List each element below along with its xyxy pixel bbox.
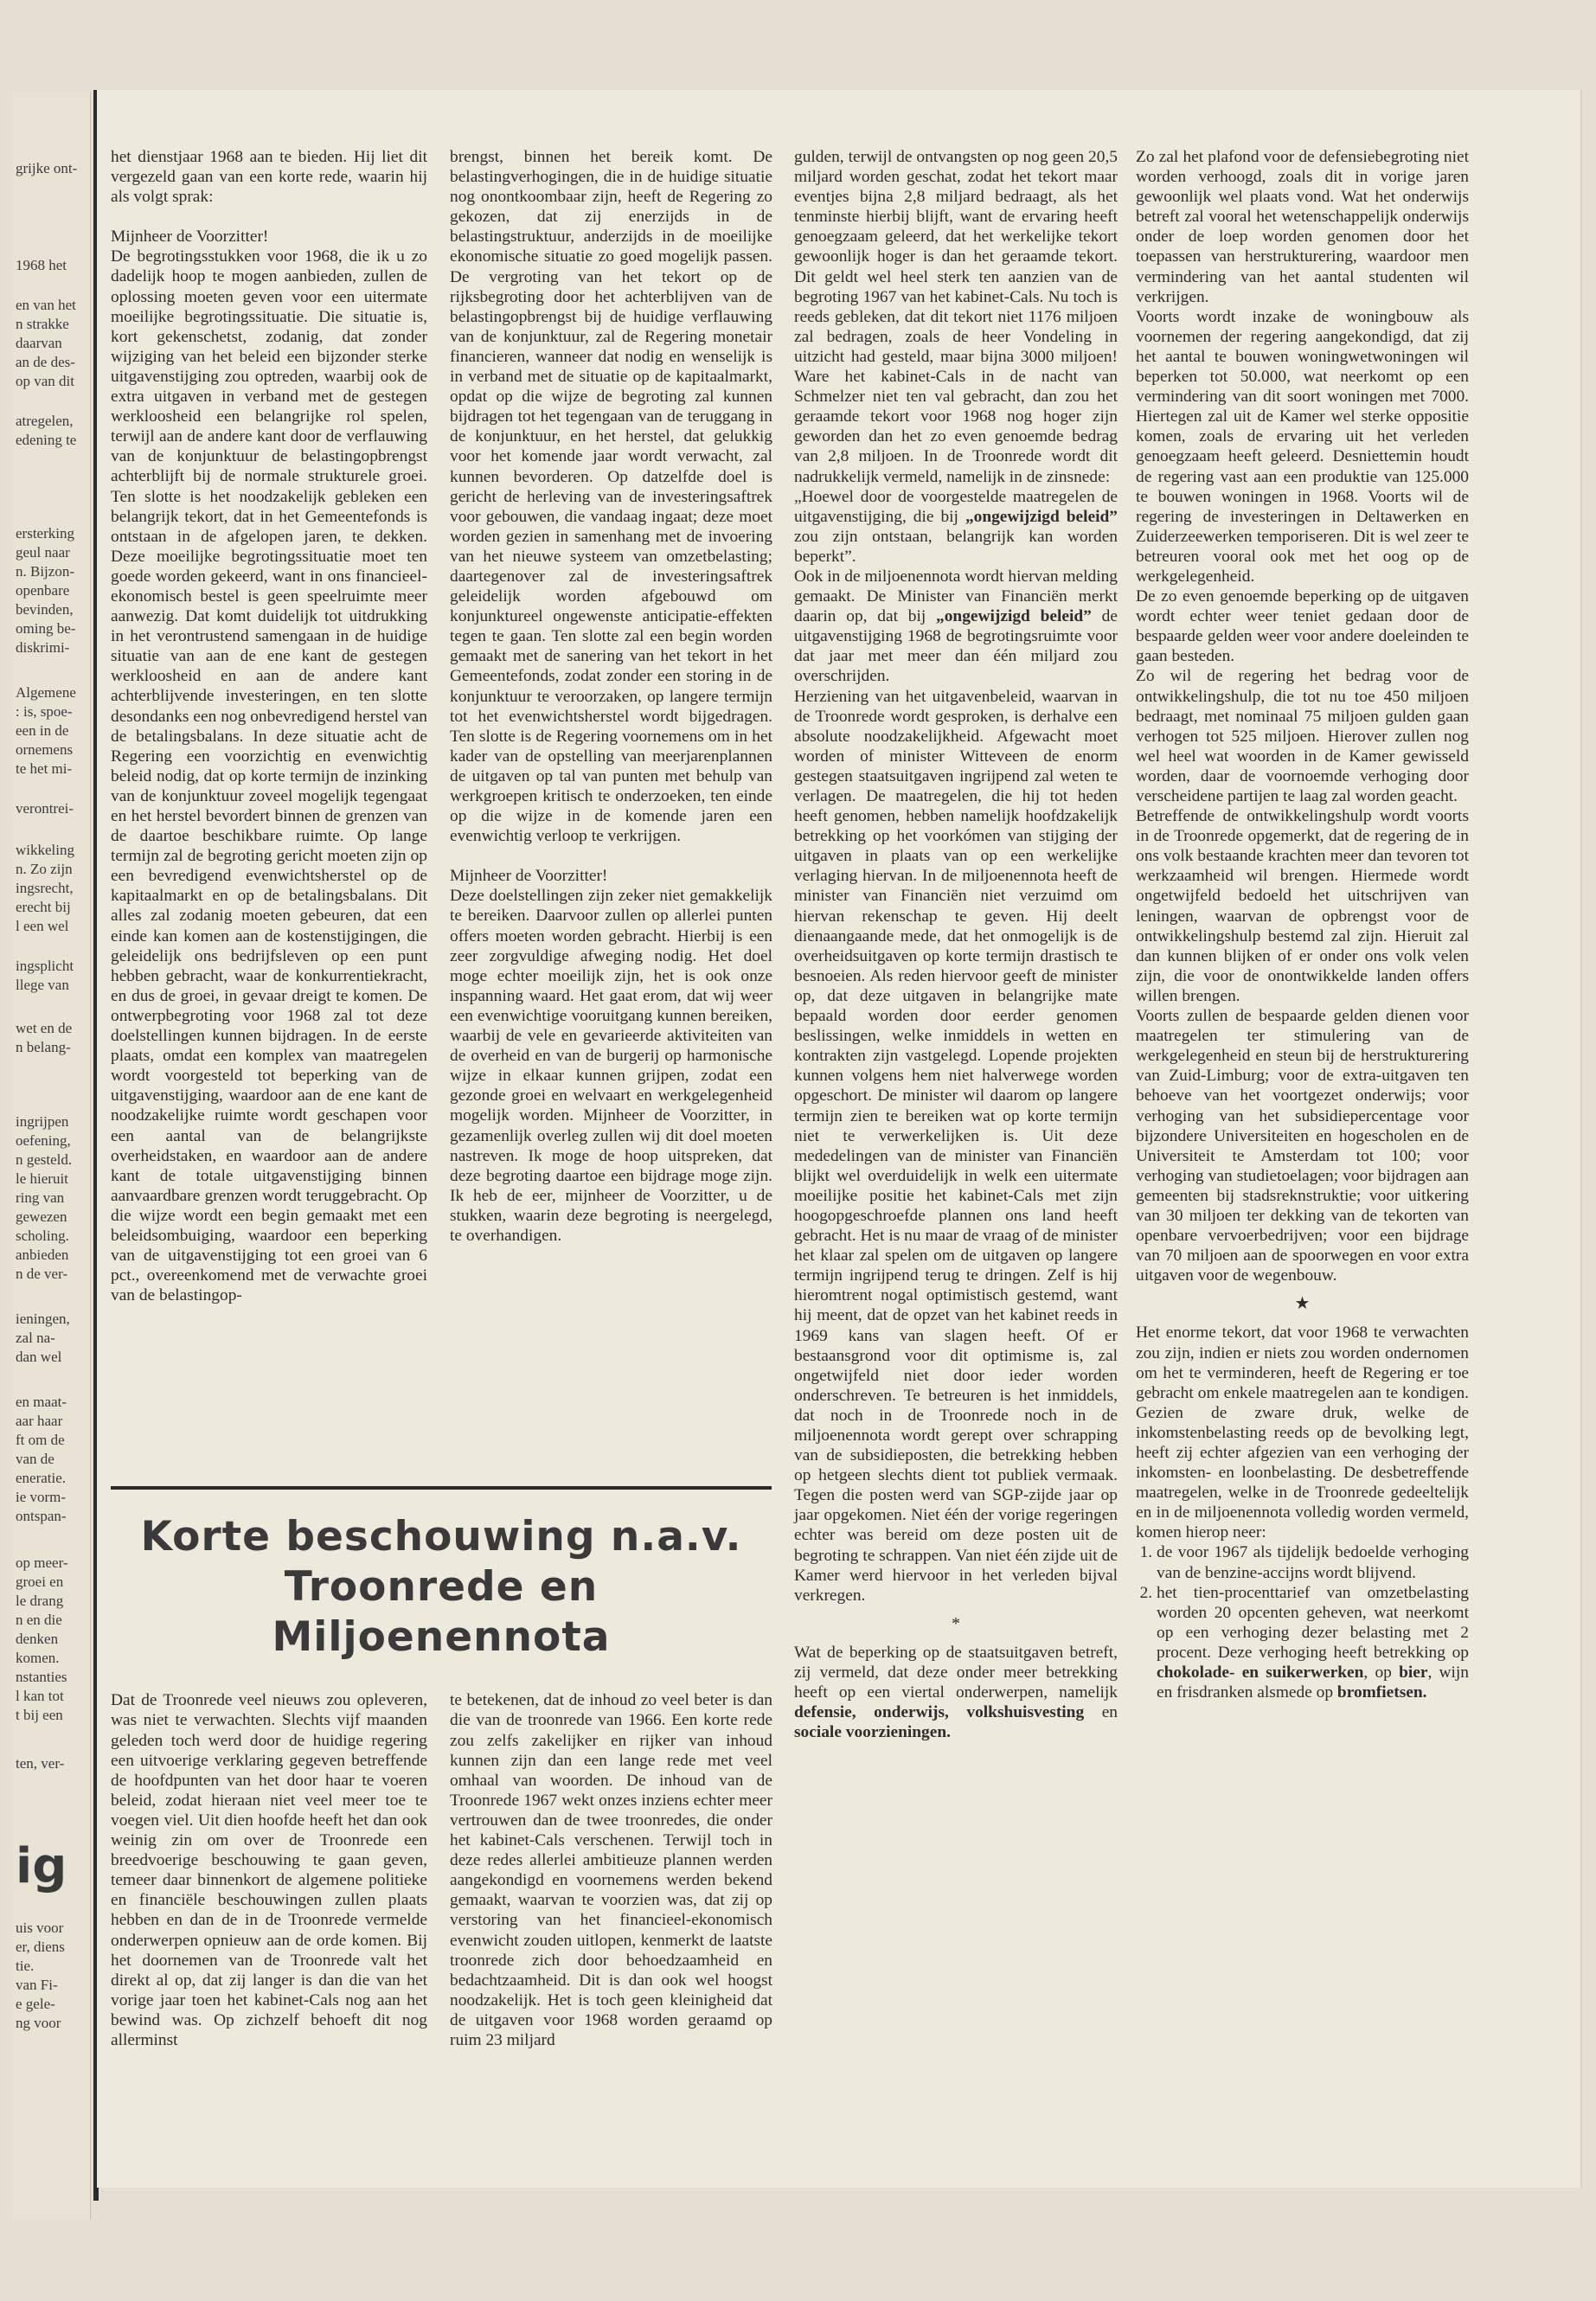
article-text: Betreffende de ontwikkelingshulp wordt voorts in de Troonrede opgemerkt, dat de regering de in ons volk bestaande krachten meer dan tevoren tot werkzaamheid wil brengen. Hiermede wordt ongetwijfeld bedoeld het uitschrijven van leningen, waarvan de opbrengst voor de ontwikkelingshulp bestemd zal zijn. Hieruit zal dan kunnen blijken of er onder ons volk velen zijn, die voor de onontwikkelde landen offers willen brengen.	[1136, 807, 1469, 1005]
adjacent-page-fragment: bevinden,	[16, 601, 74, 618]
adjacent-page-fragment: oefening,	[16, 1132, 71, 1149]
adjacent-page-fragment: te het mi-	[16, 760, 73, 777]
adjacent-page-fragment: ie vorm-	[16, 1489, 67, 1505]
adjacent-page-fragment: komen.	[16, 1650, 60, 1666]
adjacent-page-fragment: eneratie.	[16, 1470, 67, 1486]
adjacent-page-fragment: van Fi-	[16, 1977, 58, 1993]
adjacent-page-fragment: le hieruit	[16, 1170, 68, 1187]
article-text: Ook in de miljoenennota wordt hiervan melding gemaakt. De Minister van Financiën merkt daarin op, dat bij „ongewijzigd beleid” de uitgavenstijging 1968 de begrotingsruimte voor dat jaar met meer dan één miljard zou overschrijden.	[794, 567, 1118, 686]
quote: „Hoewel door de voorgestelde maatregelen de uitgavenstijging, die bij „ongewijzigd beleid” zou zijn ontstaan, belangrijk kan worden beperkt”.	[794, 487, 1118, 566]
adjacent-page-fragment: n. Bijzon-	[16, 563, 74, 580]
adjacent-page-fragment: diskrimi-	[16, 639, 70, 656]
article-column-2	[450, 1674, 772, 2067]
article-text: Wat de beperking op de staatsuitgaven betreft, zij vermeld, dat deze onder meer betrekking heeft op een viertal onderwerpen, namelijk defensie, onderwijs, volkshuisvesting en sociale voorzieningen.	[794, 1643, 1118, 1742]
adjacent-page-fragment: grijke ont-	[16, 160, 78, 176]
adjacent-page-fragment: n en die	[16, 1612, 62, 1628]
adjacent-page-fragment: l een wel	[16, 918, 69, 934]
adjacent-page-fragment: ten, ver-	[16, 1755, 65, 1772]
adjacent-page-fragment: gewezen	[16, 1208, 67, 1225]
speech-text: Deze doelstellingen zijn zeker niet gemakkelijk te bereiken. Daarvoor zullen op allerlei punten offers moeten worden gebracht. Hierbij is een zeer zorgvuldige afweging nodig. Het doel moge echter moeilijk zijn, het is ook onze inspanning waard. Het gaat erom, dat wij weer een evenwichtige vooruitgang kunnen bereiken, waarbij de vele en gevarieerde aktiviteiten van de overheid en van de burgerij op harmonische wijze in elkaar kunnen grijpen, zodat een gezonde groei en welvaart en werkgelegenheid mogelijk worden. Mijnheer de Voorzitter, in gezamenlijk overleg zullen wij dit doel moeten nastreven. Ik moge de hoop uitspreken, dat deze begroting daartoe een bijdrage moge zijn. Ik heb de eer, mijnheer de Voorzitter, u de stukken, waarin deze begroting is neergelegd, te overhandigen.	[450, 887, 772, 1245]
adjacent-page-fragment: groei en	[16, 1574, 64, 1590]
adjacent-page-fragment: nstanties	[16, 1669, 67, 1685]
column-4	[1136, 147, 1469, 1702]
adjacent-page-fragment: edening te	[16, 432, 77, 448]
section-divider-icon: ★	[1294, 1294, 1311, 1314]
adjacent-page-fragment: tie.	[16, 1958, 35, 1974]
adjacent-page-fragment: openbare	[16, 582, 70, 599]
article-headline	[111, 1512, 772, 1663]
adjacent-page-fragment: ieningen,	[16, 1311, 70, 1327]
article-text: Het enorme tekort, dat voor 1968 te verwachten zou zijn, indien er niets zou worden ondernomen om het te verminderen, heeft de Regering er toe gebracht om enkele maatregelen aan te kondigen. Gezien de zware druk, welke de inkomstenbelasting reeds op de bevolking legt, heeft zij echter afgezien van een verhoging der inkomsten- en loonbelasting. De desbetreffende maatregelen, welke in de Troonrede gedeeltelijk en in de miljoenennota volledig worden vermeld, komen hierop neer:	[1136, 1324, 1469, 1542]
adjacent-page-fragment: t bij een	[16, 1707, 63, 1723]
adjacent-page-fragment: ersterking	[16, 525, 74, 542]
adjacent-page-fragment: ft om de	[16, 1432, 65, 1448]
column-1	[111, 147, 427, 1305]
adjacent-page-fragment: ornemens	[16, 741, 74, 758]
salutation: Mijnheer de Voorzitter!	[111, 228, 269, 247]
article-text: De zo even genoemde beperking op de uitgaven wordt echter weer teniet gedaan door de bespaarde gelden weer voor andere doeleinden te gaan besteden.	[1136, 587, 1469, 666]
adjacent-page-fragment: ring van	[16, 1189, 65, 1206]
adjacent-page-fragment: 1968 het	[16, 257, 67, 273]
adjacent-page-fragment: scholing.	[16, 1227, 69, 1244]
adjacent-page-fragment: en maat-	[16, 1394, 67, 1410]
adjacent-page-fragment: l kan tot	[16, 1688, 64, 1704]
adjacent-page-fragment: uis voor	[16, 1920, 64, 1936]
article-text: Dat de Troonrede veel nieuws zou opleveren, was niet te verwachten. Slechts vijf maanden geleden toch werd door de huidige regering een uitvoerige verklaring gegeven betreffende de hoofdpunten van het door haar te voeren beleid, zodat hieraan niet veel meer toe te voegen viel. Uit dien hoofde heeft het dan ook weinig zin om over de Troonrede een breedvoerige beschouwing te gaan geven, temeer daar binnenkort de algemene politieke en financiële beschouwingen zullen plaats hebben en dan de in de Troonrede vermelde onderwerpen opnieuw aan de orde komen. Bij het doornemen van de Troonrede valt het direkt al op, dat zij langer is dan die van het vorige jaar toen het kabinet-Cals nog aan het bewind was. Op zichzelf behoeft dit nog allerminst	[111, 1691, 427, 2049]
headline-line: Troonrede en	[284, 1563, 599, 1611]
adjacent-page-fragment: een in de	[16, 722, 69, 739]
adjacent-page-fragment: er, diens	[16, 1939, 65, 1955]
headline-line: Miljoenennota	[272, 1613, 611, 1661]
adjacent-page-fragment: verontrei-	[16, 800, 74, 817]
adjacent-page-fragment: Algemene	[16, 684, 76, 701]
article-text: te betekenen, dat de inhoud zo veel beter is dan die van de troonrede van 1966. Een korte rede zou zelfs zakelijker en rijker van inhoud kunnen zijn dan een lange rede met veel omhaal van woorden. De inhoud van de Troonrede 1967 wekt onzes inziens echter meer vertrouwen dan de twee troonredes, die onder het kabinet-Cals verschenen. Terwijl toch in deze redes allerlei ambitieuze plannen werden aangekondigd en voornemens werden bekend gemaakt, waarvan te voorzien was, dat zij op verstoring van het financieel-ekonomisch evenwicht zouden uitlopen, kenmerkt de laatste troonrede zich door behoedzaamheid en bedachtzaamheid. Dit is dan ook wel hoogst noodzakelijk. Het is toch geen kleinigheid dat de uitgaven voor 1968 worden geraamd op ruim 23 miljard	[450, 1691, 772, 2049]
article-text: Voorts wordt inzake de woningbouw als voornemen der regering aangekondigd, dat zij het aantal te bouwen woningwetwoningen wil beperken tot 50.000, wat neerkomt op een vermindering van dit soort woningen met 7000. Hiertegen zal uit de Kamer wel sterke oppositie komen, zoals de ervaring uit het verleden genoegzaam heeft geleerd. Desniettemin houdt de regering vast aan een produktie van 125.000 te bouwen woningen in 1968. Voorts wil de regering de investeringen in Deltawerken en Zuiderzeewerken temporiseren. Dit is wel zeer te betreuren vooral ook met het oog op de werkgelegenheid.	[1136, 307, 1469, 586]
adjacent-page-fragment: op meer-	[16, 1554, 68, 1571]
list-item: 2. het tien-procenttarief van omzetbelasting worden 20 opcenten geheven, wat neerkomt op een verhoging dezer belasting met 2 procent. Deze verhoging heeft betrekking op chokolade- en suikerwerken, op bier, wijn en frisdranken alsmede op bromfietsen.	[1157, 1583, 1469, 1703]
adjacent-page-fragment: llege van	[16, 977, 69, 993]
article-text: Zo zal het plafond voor de defensiebegroting niet worden verhoogd, zoals dit in vorige jaren gewoonlijk wel plaats vond. Wat het onderwijs betreft zal vooral het wetenschappelijk onderwijs onder de loep worden genomen door het toepassen van herstrukturering, waardoor men vermindering van het aantal studenten wil verkrijgen.	[1136, 148, 1469, 306]
adjacent-page-fragment: an de des-	[16, 354, 75, 370]
intro-text: het dienstjaar 1968 aan te bieden. Hij liet dit vergezeld gaan van een korte rede, waarin hij als volgt sprak:	[111, 148, 427, 207]
adjacent-page-fragment: daarvan	[16, 335, 62, 351]
adjacent-page-fragment: n. Zo zijn	[16, 861, 73, 877]
adjacent-page-fragment: ng voor	[16, 2015, 61, 2031]
article-text: Voorts zullen de bespaarde gelden dienen voor maatregelen ter stimulering van de werkgelegenheid en steun bij de herstrukturering van Zuid-Limburg; voor de extra-uitgaven ten behoeve van het voortgezet onderwijs; voor verhoging van het subsidiepercentage voor bijzondere Universiteiten en hogescholen en de Universiteit te Amsterdam tot 100; voor verhoging van studietoelagen; voor bijdragen aan gemeenten bij stadsreknstruktie; voor uitkering van 30 miljoen ter dekking van de tekorten van openbare vervoerbedrijven; voor een bijdrage van 70 miljoen aan de spoorwegen en voor extra uitgaven voor de wegenbouw.	[1136, 1007, 1469, 1285]
adjacent-page-fragment: e gele-	[16, 1996, 55, 2012]
adjacent-page-fragment: ig	[16, 1838, 67, 1894]
adjacent-page-fragment: n de ver-	[16, 1266, 68, 1282]
speech-text: De begrotingsstukken voor 1968, die ik u zo dadelijk hoop te mogen aanbieden, zullen de oplossing moeten geven voor een uitermate moeilijke begrotingssituatie. Die situatie is, kort gekenschetst, zodanig, dat zonder wijziging van het beleid een bijzonder sterke uitgavenstijging zou optreden, waarbij ook de extra uitgaven in verband met de gestegen werkloosheid een belangrijke rol spelen, terwijl aan de andere kant door de verflauwing van de konjunktuur de belastingopbrengst achterblijft bij de normale strukturele groei. Ten slotte is het noodzakelijk gebleken een belangrijk tekort, dat in het Gemeentefonds is ontstaan in de afgelopen jaren, te dekken. Deze moeilijke begrotingssituatie moet ten goede worden gekeerd, want in ons financieel-ekonomisch bestel is geen speelruimte meer aanwezig. Dat komt duidelijk tot uitdrukking in het verontrustend samengaan in de huidige situatie van aan de ene kant de gestegen werkloosheid en aan de andere kant achterblijvende investeringen, en ten slotte desondanks een nog onbevredigend herstel van de betalingsbalans. In deze situatie acht de Regering een voorzichtig en evenwichtig beleid nodig, dat op korte termijn de inzinking van de konjunktuur zoveel mogelijk tegengaat en het herstel bevordert binnen de grenzen van de daartoe beschikbare ruimte. Op lange termijn zal de begroting gericht moeten zijn op een bevredigend evenwichtsherstel op de kapitaalmarkt en op de betalingsbalans. Dit alles zal zodanig moeten gebeuren, dat een einde kan komen aan de kostenstijgingen, die geleidelijk ons bedrijfsleven op een punt hebben gebracht, waar de konkurrentiekracht, en dus de groei, in gevaar dreigt te komen. De ontwerpbegroting voor 1968 zal tot deze doelstellingen kunnen bijdragen. In de eerste plaats, omdat een komplex van maatregelen wordt voorgesteld tot beperking van de uitgavenstijging, waardoor aan de ene kant de noodzakelijke ruimte wordt geschapen voor een aantal van de belangrijkste overheidstaken, en waardoor aan de andere kant de totale uitgavenstijging binnen aanvaardbare grenzen wordt teruggebracht. Op die wijze wordt een begin gemaakt met een beleidsombuiging, waardoor een beperking van de uitgavenstijging tot een groei van 6 pct., overeenkomend met de verwachte groei van de belastingop-	[111, 247, 427, 1305]
adjacent-page-fragment: aar haar	[16, 1413, 63, 1429]
salutation: Mijnheer de Voorzitter!	[450, 867, 608, 886]
adjacent-page-fragment: n strakke	[16, 316, 69, 332]
column-2	[450, 147, 772, 1246]
adjacent-page-fragment: wet en de	[16, 1020, 73, 1036]
adjacent-page-fragment: denken	[16, 1631, 59, 1647]
speech-text: brengst, binnen het bereik komt. De belastingverhogingen, die in de huidige situatie nog onontkoombaar zijn, heeft de Regering zo gekozen, dat zij enerzijds in de belastingstruktuur, anderzijds in de moeilijke ekonomische situatie zo goed mogelijk passen. De vergroting van het tekort op de rijksbegroting door het achterblijven van de belastingopbrengst bij de huidige verflauwing van de konjunktuur, zal de Regering monetair financieren, wanneer dat nodig en wenselijk is in verband met de situatie op de kapitaalmarkt, opdat op die wijze de begroting zal kunnen bijdragen tot het tegengaan van de teruggang in de konjunktuur, en het herstel, dat gelukkig voor het komende jaar wordt verwacht, zal kunnen bevorderen. Op datzelfde doel is gericht de herleving van de investeringsaftrek voor gebouwen, die vandaag ingaat; deze moet worden gezien in samenhang met de invoering van het nieuwe systeem van omzetbelasting; daartegenover zal de investeringsaftrek geleidelijk worden afgebouwd om konjunktureel ongewenste anticipatie-effekten tegen te gaan. Ten slotte zal een begin worden gemaakt met de sanering van het tekort in het Gemeentefonds, zodat zonder een storing in de konjunktuur te veroorzaken, op langere termijn tot het evenwichtsherstel wordt bijgedragen. Ten slotte is de Regering voornemens om in het kader van de opstelling van meerjarenplannen de uitgaven op tal van punten met behulp van werkgroepen kritisch te onderzoeken, ten einde op die wijze in de komende jaren een evenwichtig verloop te verkrijgen.	[450, 148, 772, 846]
adjacent-page-fragment: : is, spoe-	[16, 703, 73, 720]
article-text: gulden, terwijl de ontvangsten op nog geen 20,5 miljard worden geschat, zodat het tekort maar eventjes bijna 2,8 miljard bedraagt, als het tenminste hierbij blijft, want de ervaring heeft genoegzaam geleerd, dat het werkelijke tekort gewoonlijk hoger is dan het geraamde tekort. Dit geldt wel heel sterk ten aanzien van de begroting 1967 van het kabinet-Cals. Nu toch is reeds gebleken, dat dit tekort niet 1176 miljoen zal bedragen, zoals de heer Vondeling in uitzicht had gesteld, maar bijna 3000 miljoen! Ware het kabinet-Cals in de nacht van Schmelzer niet ten val gebracht, dan zou het geraamde tekort voor 1968 nog hoger zijn geworden dan het zo even genoemde bedrag van 2,8 miljoen. In de Troonrede wordt dit nadrukkelijk vermeld, namelijk in de zinsnede:	[794, 148, 1118, 486]
adjacent-page-fragment: dan wel	[16, 1349, 62, 1365]
column-3	[794, 147, 1118, 1742]
adjacent-page-fragment: ingsplicht	[16, 958, 74, 974]
measures-list	[1136, 1542, 1469, 1702]
adjacent-page-fragment: anbieden	[16, 1247, 69, 1263]
adjacent-page-fragment: le drang	[16, 1593, 64, 1609]
list-item: 1. de voor 1967 als tijdelijk bedoelde verhoging van de benzine-accijns wordt blijvend.	[1157, 1542, 1469, 1582]
adjacent-page-fragment: en van het	[16, 297, 76, 313]
adjacent-page-fragment: n belang-	[16, 1039, 71, 1055]
section-rule	[111, 1486, 772, 1490]
adjacent-page-fragment: ontspan-	[16, 1508, 67, 1524]
adjacent-page-fragment: van de	[16, 1451, 54, 1467]
adjacent-page-fragment: atregelen,	[16, 413, 74, 429]
headline-line: Korte beschouwing n.a.v.	[140, 1513, 742, 1561]
adjacent-page-fragment: geul naar	[16, 544, 70, 561]
adjacent-page-fragment: op van dit	[16, 373, 74, 389]
adjacent-page-strip	[12, 92, 91, 2220]
article-column-1	[111, 1674, 427, 2067]
adjacent-page-fragment: erecht bij	[16, 899, 71, 915]
adjacent-page-fragment: zal na-	[16, 1330, 55, 1346]
adjacent-page-fragment: wikkeling	[16, 842, 74, 858]
adjacent-page-fragment: n gesteld.	[16, 1151, 73, 1168]
adjacent-page-fragment: ingsrecht,	[16, 880, 74, 896]
adjacent-page-fragment: oming be-	[16, 620, 76, 637]
article-text: Zo wil de regering het bedrag voor de ontwikkelingshulp, die tot nu toe 450 miljoen bedraagt, met nominaal 75 miljoen gulden gaan verhogen tot 525 miljoen. Hierover zullen nog wel heel wat woorden in de Kamer gewisseld worden, daar de voornoemde verhoging door verscheidene partijen te laag zal worden geacht.	[1136, 667, 1469, 805]
adjacent-page-fragment: ingrijpen	[16, 1113, 69, 1130]
section-divider-icon: *	[952, 1613, 960, 1633]
article-text: Herziening van het uitgavenbeleid, waarvan in de Troonrede wordt gesproken, is derhalve een absolute noodzakelijkheid. Afgewacht moet worden of minister Witteveen de enorm gestegen staatsuitgaven ingrijpend zal weten te verlagen. De maatregelen, die hij tot heden heeft genomen, hebben namelijk hoofdzakelijk betrekking op het voorkómen van stijging der uitgaven in plaats van op een werkelijke verlaging hiervan. In de miljoenennota heeft de minister van Financiën niet verzuimd om hiervan rekenschap te geven. Hij deelt dienaangaande mede, dat het onmogelijk is de overheidsuitgaven op korte termijn drastisch te besnoeien. Als reden hiervoor geeft de minister op, dat deze uitgaven in belangrijke mate bepaald worden door eerder genomen beslissingen, welke inmiddels in wetten en kontrakten zijn vastgelegd. Lopende projekten kunnen volgens hem niet halverwege worden opgeschort. De minister wil daarom op langere termijn zien te bereiken wat op korte termijn niet te verwerkelijken is. Uit deze mededelingen van de minister van Financiën blijkt wel overduidelijk in welk een uitermate moeilijke positie het kabinet-Cals met zijn hoogopgeschroefde plannen ons land heeft gebracht. Het is nu maar de vraag of de minister het klaar zal spelen om de uitgaven op langere termijn ingrijpend terug te dringen. Zelf is hij hieromtrent nogal optimistisch gestemd, want hij meent, dat de opzet van het kabinet reeds in 1969 kans van slagen heeft. Of er bestaansgrond voor dit optimisme is, zal ongetwijfeld niet door ieder worden onderschreven. Te betreuren is het inmiddels, dat noch in de Troonrede noch in de miljoenennota wordt gerept over schrapping van de subsidieposten, die betrekking hebben op hetgeen slechts dient tot publiek vermaak. Tegen die posten werd van SGP-zijde jaar op jaar opgekomen. Niet één der vorige regeringen echter was bereid om deze posten uit de begroting te schrappen. Van niet één zijde uit de Kamer werd hiervoor in het verleden bijval verkregen.	[794, 687, 1118, 1605]
